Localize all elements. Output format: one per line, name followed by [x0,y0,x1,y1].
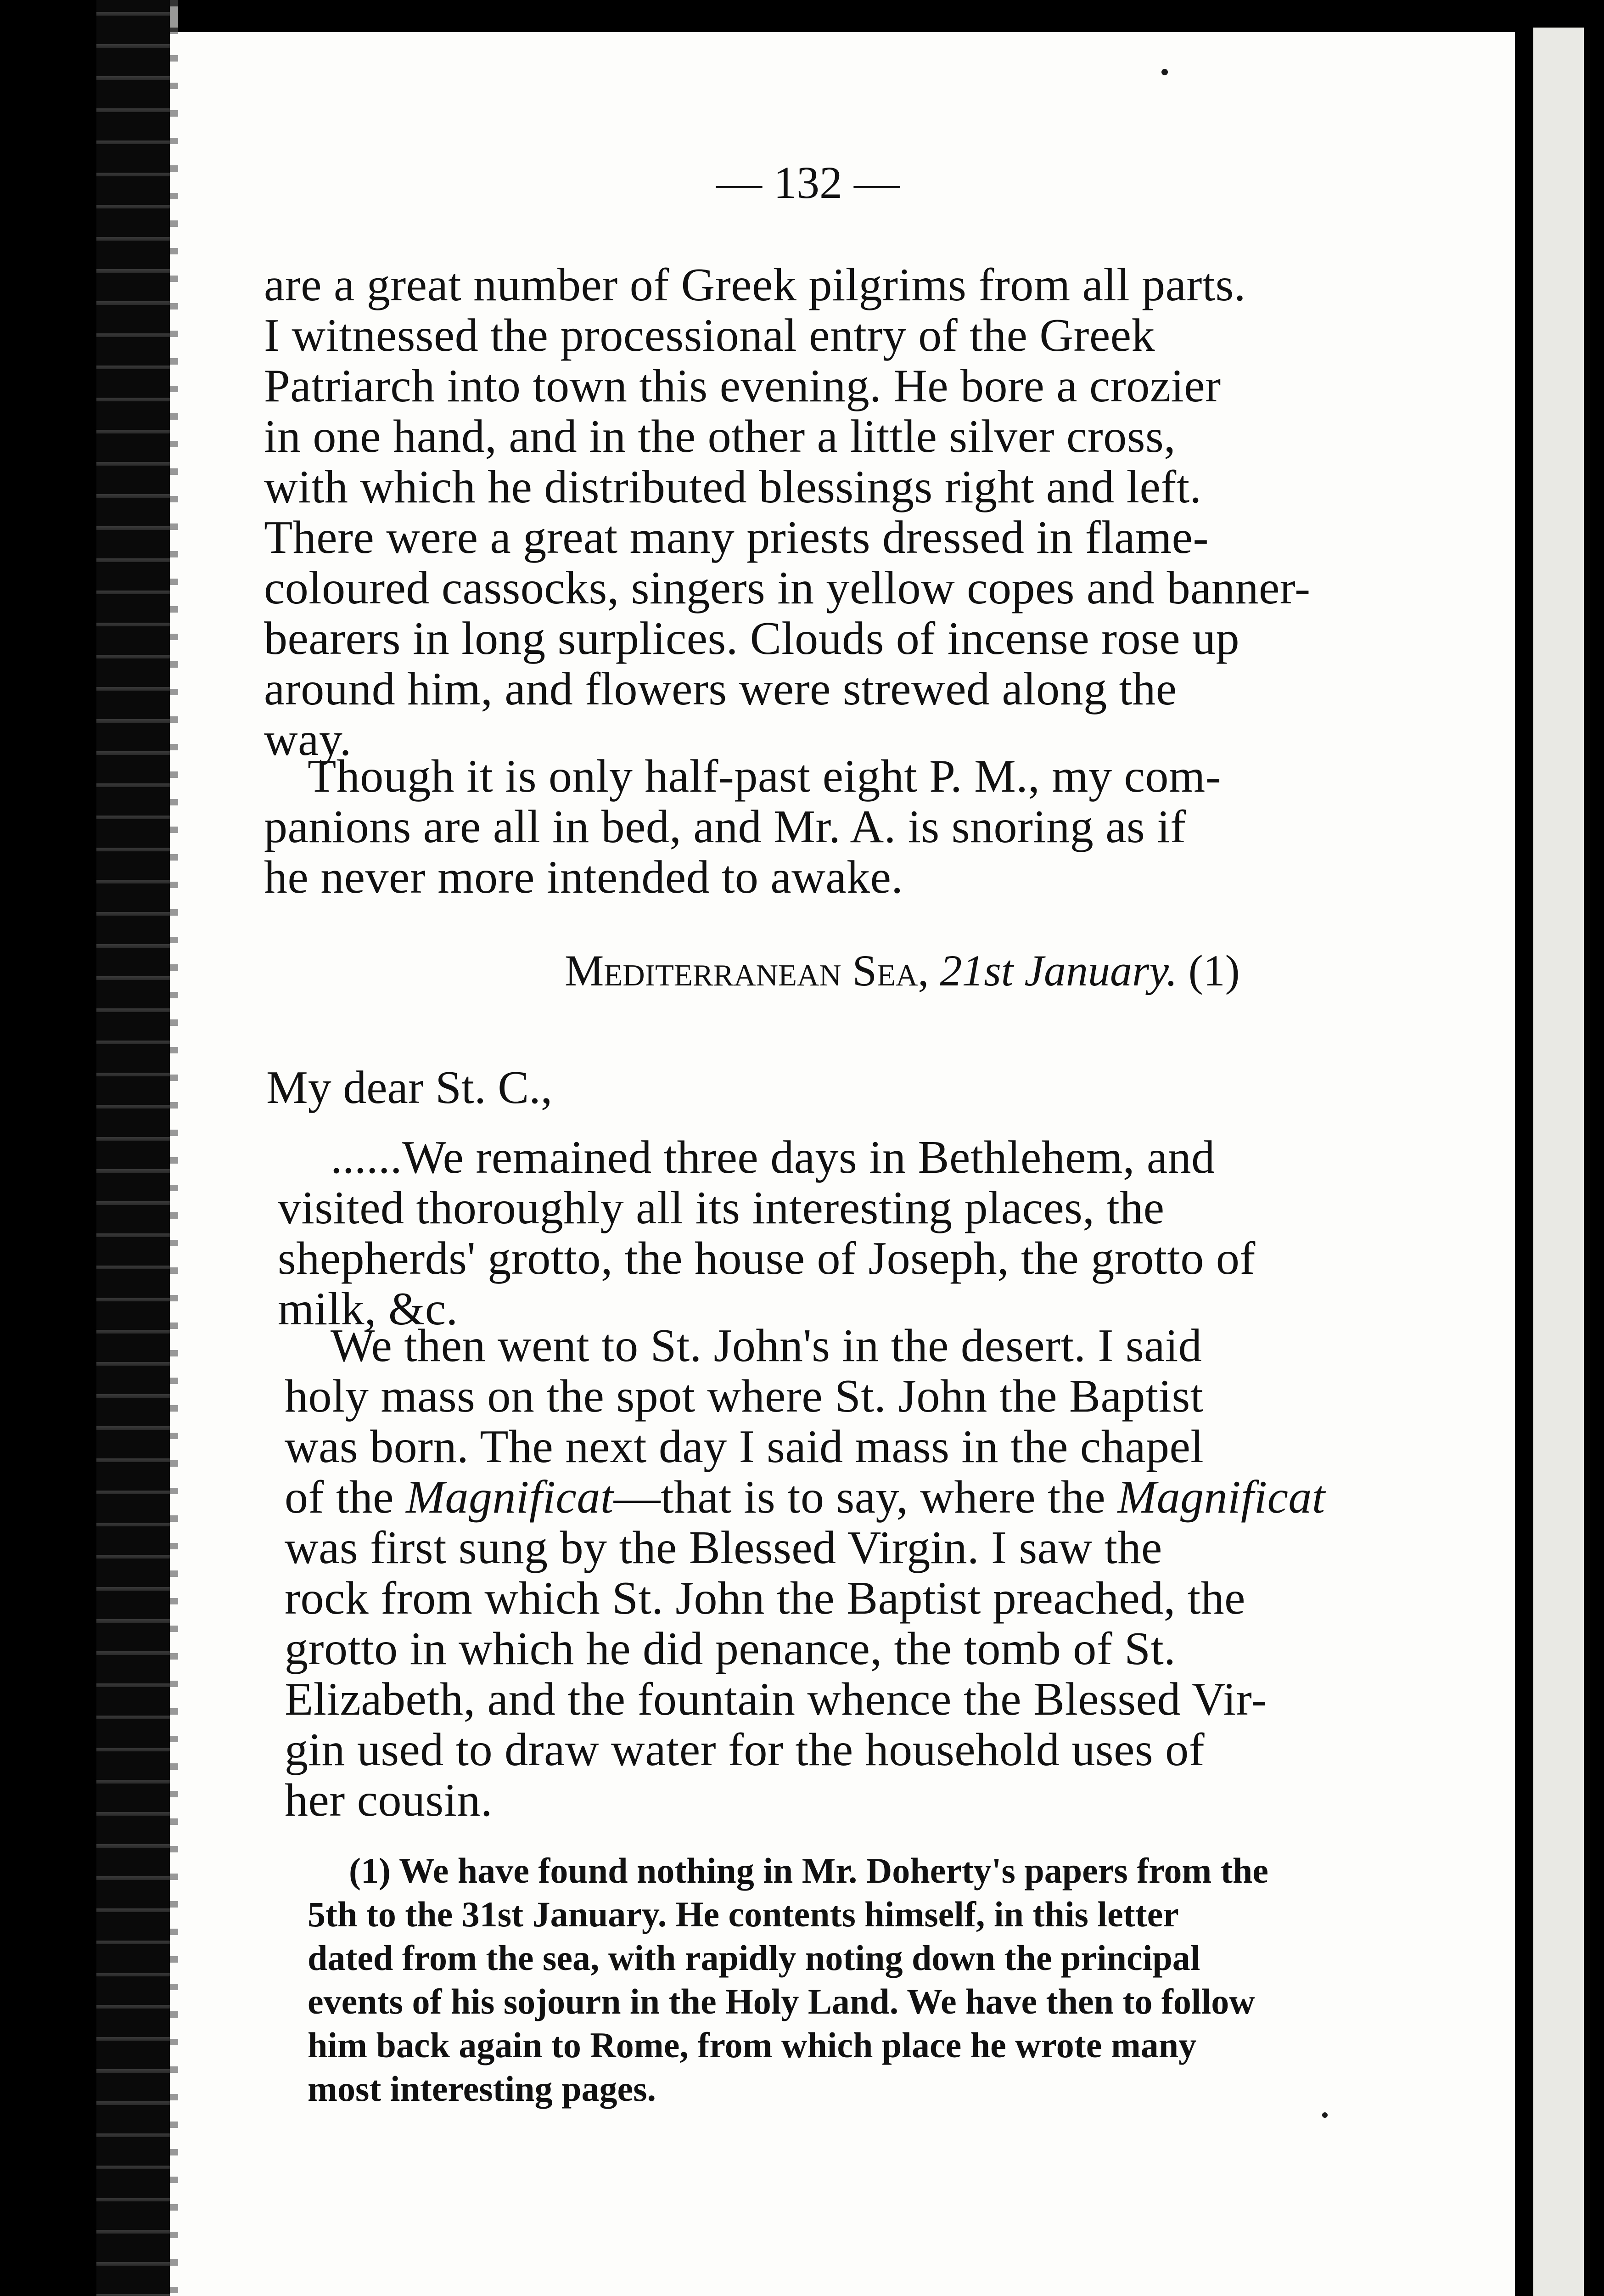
footnote-reference: (1) [1188,946,1240,995]
gutter-shadow [170,0,178,2296]
text-line: ......We remained three days in Bethlehem, and [331,1131,1215,1183]
footnote-line: 5th to the 31st January. He contents himself, in this letter [308,1894,1179,1934]
text-line: with which he distributed blessings right and left. [264,461,1202,513]
text-line: gin used to draw water for the household uses of [285,1724,1205,1776]
text-line: visited thoroughly all its interesting places, the [278,1182,1165,1234]
text-line: Elizabeth, and the fountain whence the Blessed Vir- [285,1673,1267,1725]
letter-heading [565,945,1240,996]
text-line: rock from which St. John the Baptist preached, the [285,1572,1245,1624]
text-line: I witnessed the processional entry of the Greek [264,310,1155,361]
text-line: are a great number of Greek pilgrims from all parts. [264,259,1246,311]
text-line: holy mass on the spot where St. John the Baptist [285,1370,1204,1422]
next-page-edge [1533,28,1584,2296]
text-line: panions are all in bed, and Mr. A. is snoring as if [264,801,1186,853]
text-line: coloured cassocks, singers in yellow copes and banner- [264,562,1311,614]
binding-gutter [96,0,170,2296]
text-line: Though it is only half-past eight P. M., my com- [308,750,1222,802]
text-line: milk, &c. [278,1283,458,1335]
text-line: bearers in long surplices. Clouds of incense rose up [264,613,1240,664]
heading-date: 21st January. [940,946,1178,995]
salutation: My dear St. C., [266,1062,553,1114]
scan-speck [1161,69,1168,75]
text-line: around him, and flowers were strewed along the [264,663,1177,715]
text-line: of the Magnificat—that is to say, where the Magnificat [285,1471,1325,1523]
footnote-line: most interesting pages. [308,2069,656,2109]
text-line: We then went to St. John's in the desert. I said [331,1320,1202,1372]
text-line: Patriarch into town this evening. He bore a crozier [264,360,1221,412]
page-number: — 132 — [716,157,900,208]
footnote-line: events of his sojourn in the Holy Land. We have then to follow [308,1981,1255,2021]
text-line: way. [264,714,352,765]
footnote-line: dated from the sea, with rapidly noting down the principal [308,1938,1200,1978]
text-line: her cousin. [285,1774,493,1826]
text-line: shepherds' grotto, the house of Joseph, the grotto of [278,1232,1256,1284]
text-line: was first sung by the Blessed Virgin. I saw the [285,1522,1162,1574]
footnote-line: him back again to Rome, from which place he wrote many [308,2025,1197,2065]
text-line: was born. The next day I said mass in the chapel [285,1421,1204,1473]
text-line: There were a great many priests dressed in flame- [264,512,1209,563]
text-line: he never more intended to awake. [264,851,903,903]
text-line: grotto in which he did penance, the tomb of St. [285,1623,1176,1675]
scan-speck [1322,2112,1328,2118]
footnote-line: (1) We have found nothing in Mr. Doherty's papers from the [349,1851,1268,1891]
scan-top-border [96,0,1515,32]
heading-place: Mediterranean Sea, [565,946,929,995]
text-line: in one hand, and in the other a little silver cross, [264,411,1176,462]
